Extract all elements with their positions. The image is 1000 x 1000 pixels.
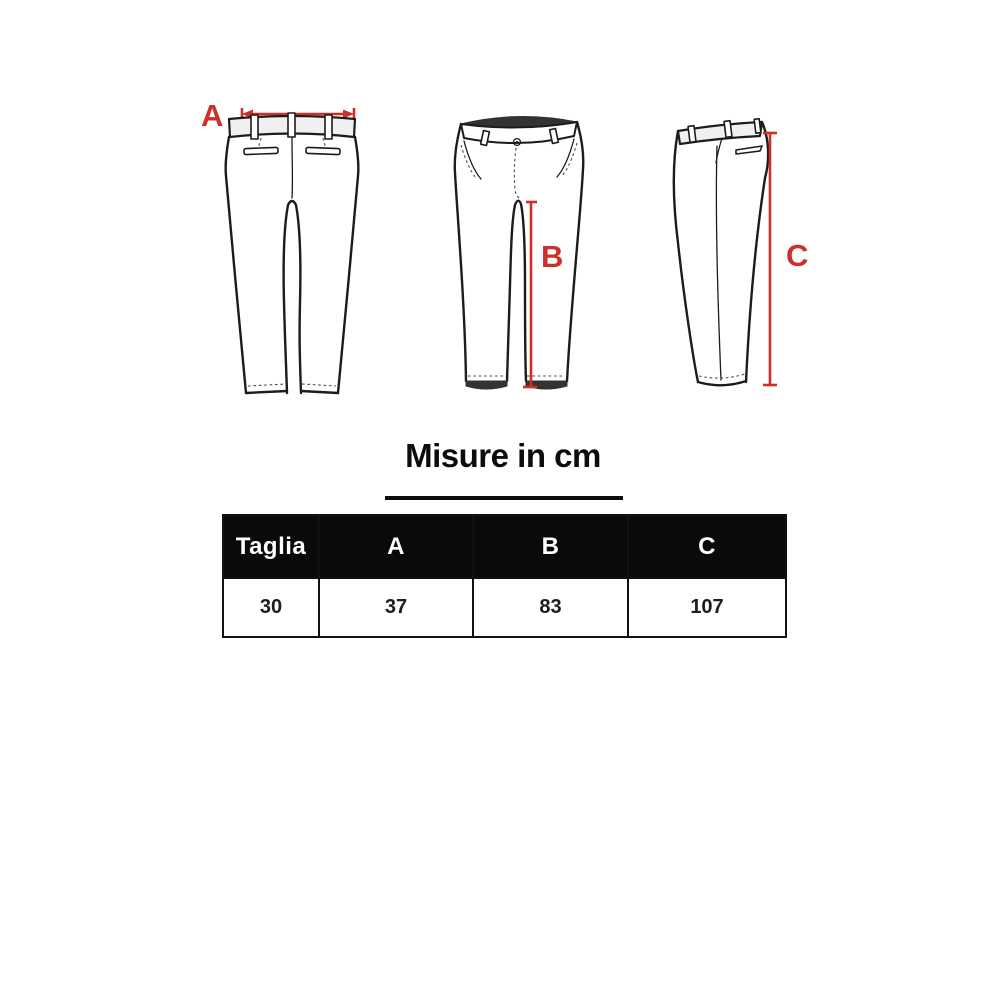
front-left-outseam (455, 124, 466, 381)
side-hem (698, 381, 746, 385)
side-hem-stitch (699, 374, 745, 378)
side-view-sketch (674, 119, 777, 386)
column-header-b: B (473, 515, 628, 578)
side-crease-line (716, 146, 721, 380)
cell-a-value: 37 (319, 578, 473, 637)
front-right-outseam (567, 122, 583, 381)
cell-c-value: 107 (628, 578, 786, 637)
belt-loop (754, 119, 761, 134)
back-left-hem (246, 391, 287, 393)
belt-loop (251, 115, 258, 139)
side-back-edge (746, 122, 768, 382)
pants-back-view-drawing (224, 112, 360, 400)
side-front-edge (674, 131, 698, 382)
section-title: Misure in cm (405, 437, 601, 474)
front-left-hem (466, 381, 507, 389)
size-table (222, 514, 787, 638)
button-hole (516, 141, 518, 143)
size-table-body (223, 578, 786, 637)
front-right-pocket-stitch (562, 143, 577, 176)
front-inseams-crotch (507, 201, 526, 381)
size-table-header-row (223, 515, 786, 578)
back-right-hem-stitch (302, 384, 336, 386)
back-inseams-crotch (284, 201, 301, 393)
belt-loop (688, 126, 696, 143)
side-welt-pocket (736, 146, 762, 154)
back-welt-pocket (306, 147, 340, 154)
fly-stitch (514, 148, 520, 198)
belt-loop (724, 121, 732, 138)
measure-label-c: C (786, 238, 809, 273)
pants-side-view-drawing (665, 118, 787, 394)
back-left-hem-stitch (248, 384, 286, 386)
column-header-c: C (628, 515, 786, 578)
belt-loop (288, 113, 295, 137)
front-right-pocket (557, 139, 574, 177)
cell-taglia-value: 30 (223, 578, 319, 637)
size-table-header (223, 515, 786, 578)
measure-label-b: B (541, 239, 564, 274)
cell-b-value: 83 (473, 578, 628, 637)
back-right-outseam (338, 137, 358, 393)
back-right-hem (301, 391, 338, 393)
measure-line-c (763, 133, 777, 385)
measure-label-a: A (201, 98, 224, 133)
belt-loop (325, 115, 332, 139)
pants-front-view-drawing (452, 115, 586, 395)
table-row (223, 578, 786, 637)
back-welt-pocket (244, 147, 278, 154)
front-left-pocket (464, 141, 481, 179)
front-view-sketch (455, 116, 584, 389)
column-header-taglia: Taglia (223, 515, 319, 578)
back-view-sketch (226, 113, 359, 393)
column-header-a: A (319, 515, 473, 578)
back-left-outseam (226, 137, 246, 393)
title-underline (385, 496, 623, 500)
front-left-pocket-stitch (461, 145, 476, 178)
